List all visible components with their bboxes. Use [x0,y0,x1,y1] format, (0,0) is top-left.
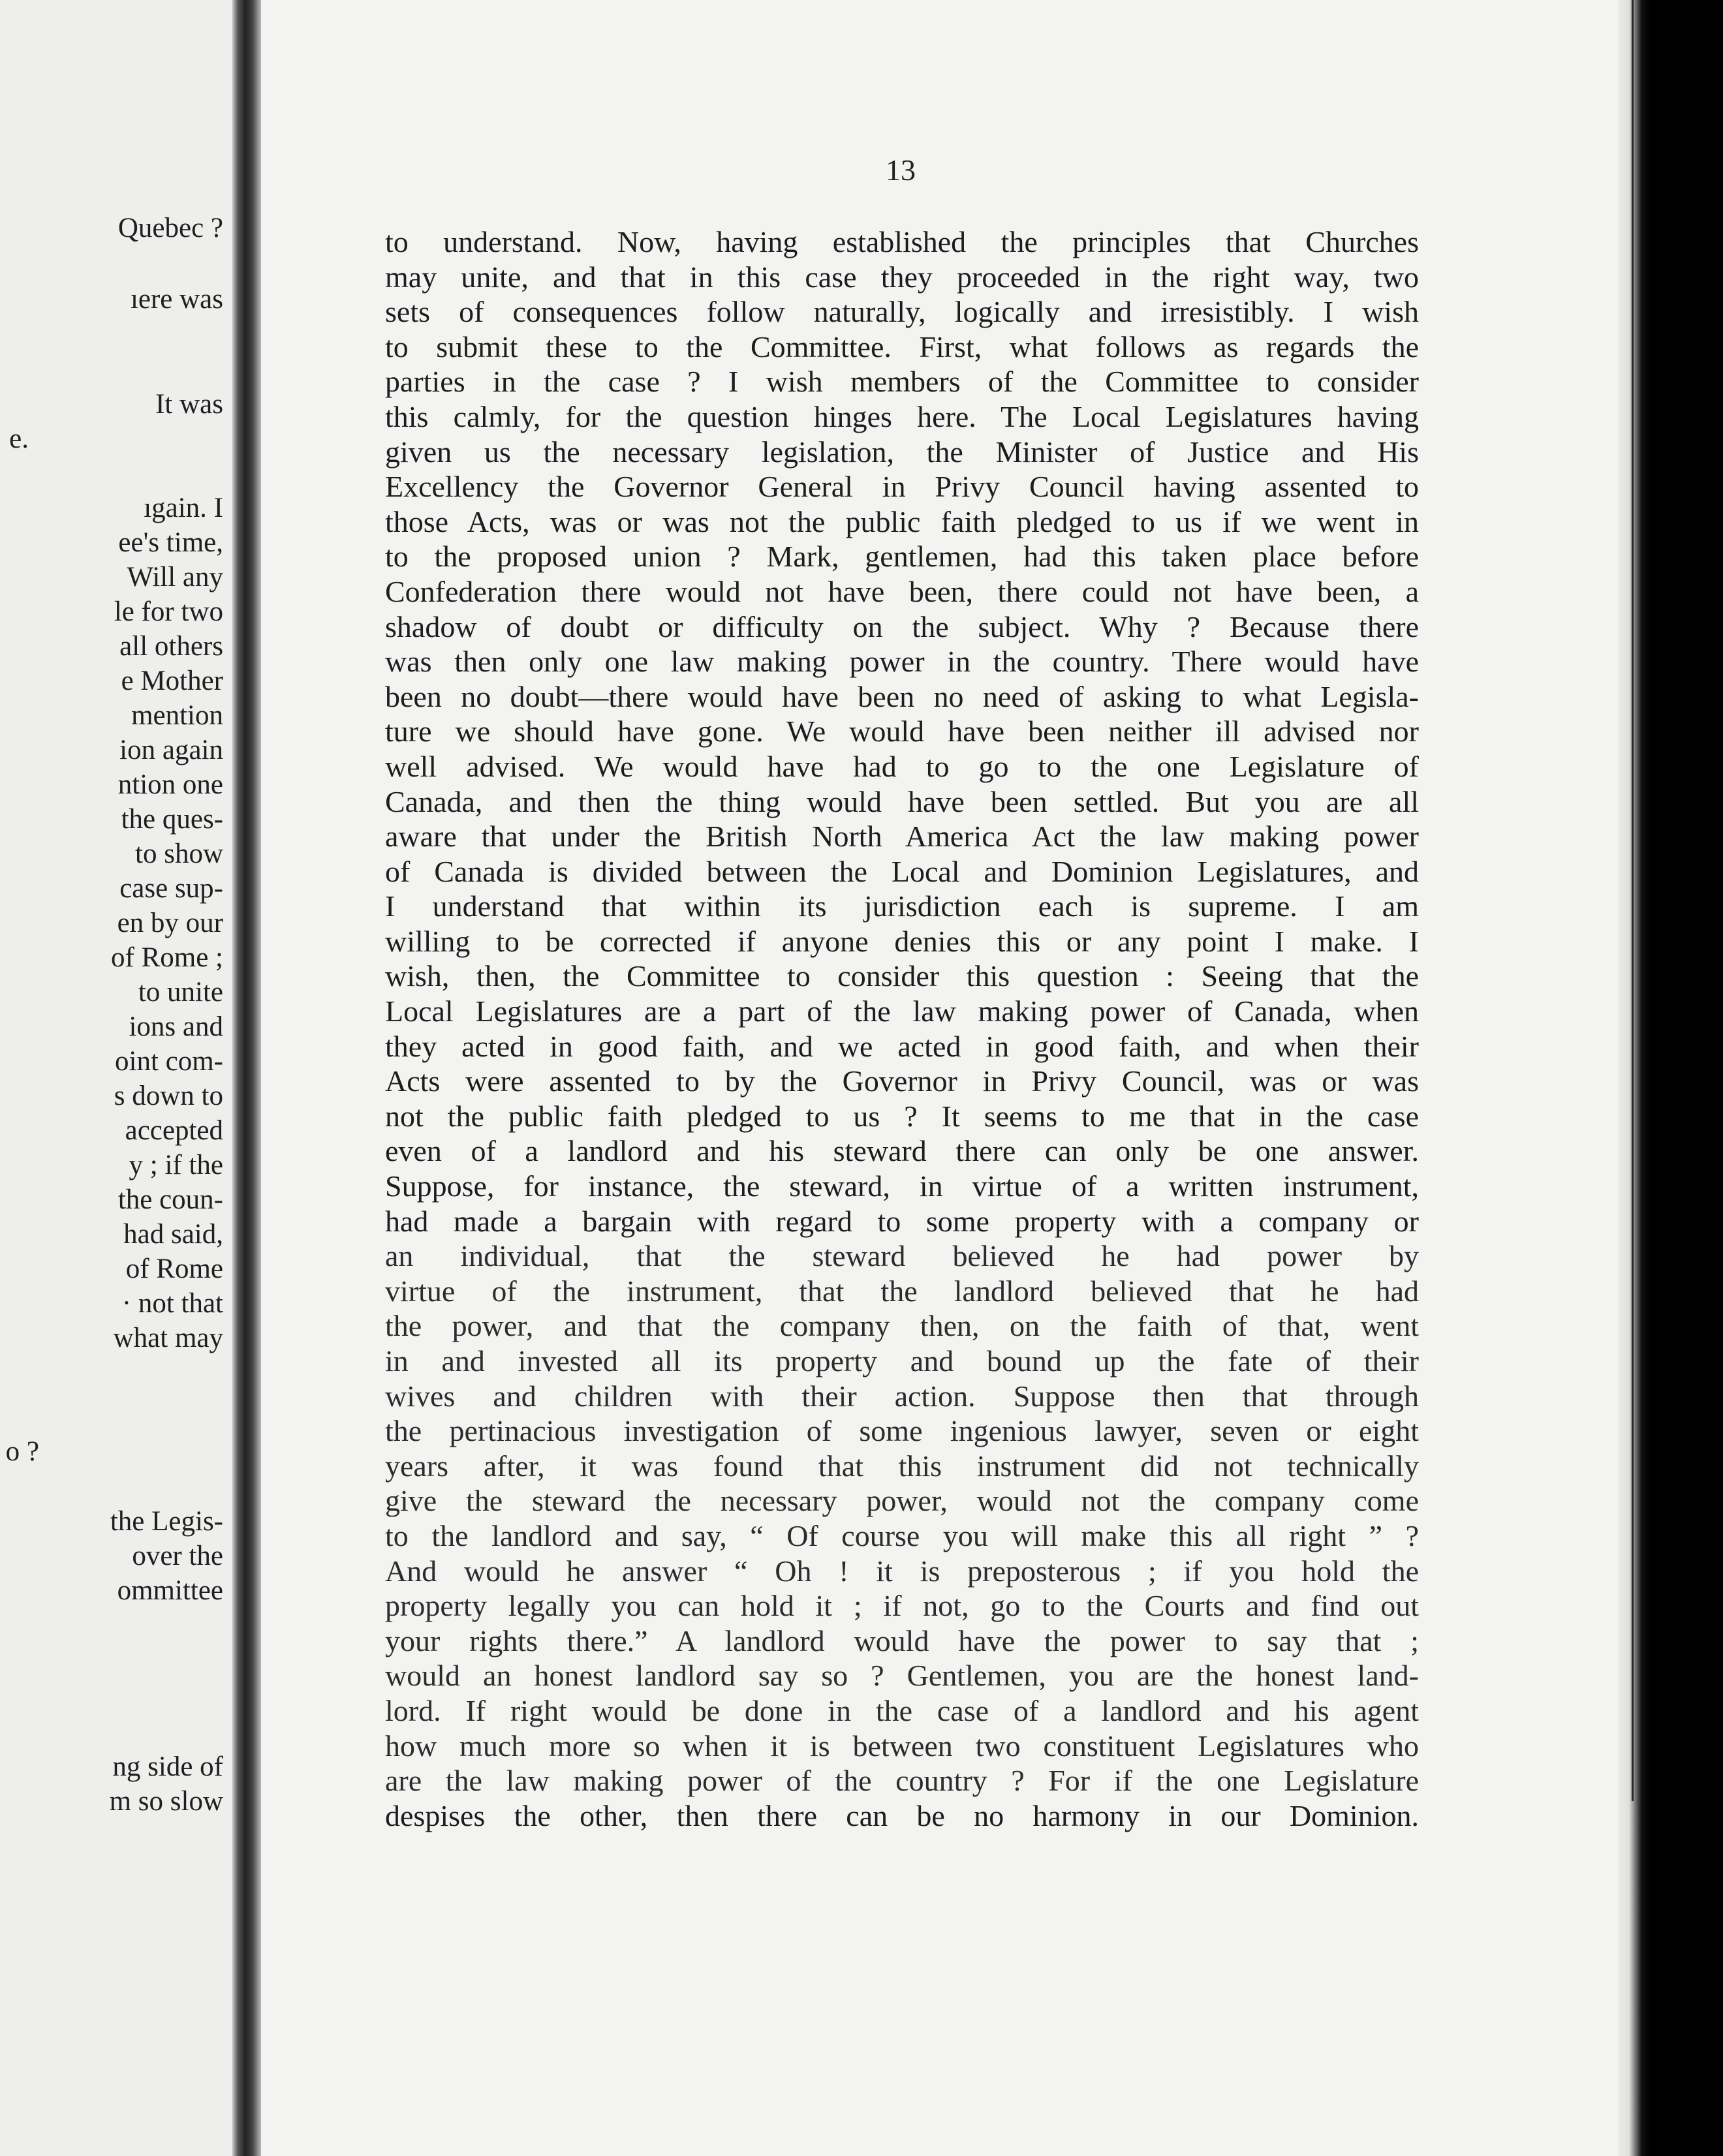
left-page-line: ıere was [130,284,223,315]
left-page-line: Quebec ? [117,213,223,243]
text-line: to the landlord and say, “ Of course you will make this all right ” ? [385,1518,1419,1552]
text-line: lord. If right would be done in the case of a landlord and his agent [385,1693,1419,1727]
text-line: in and invested all its property and bound up the fate of their [385,1344,1419,1378]
left-page-line: case sup- [119,873,223,904]
text-line: despises the other, then there can be no harmony in our Dominion. [385,1798,1419,1832]
left-page-line: of Rome [125,1254,223,1284]
page-edge-shadow [1619,0,1723,2156]
text-line: Canada, and then the thing would have been settled. But you are all [385,784,1419,818]
left-page-line: le for two [114,596,223,627]
left-page-line: ntion one [117,769,223,800]
text-line: aware that under the British North America Act the law making power [385,820,1419,854]
text-line: to the proposed union ? Mark, gentlemen, had this taken place before [385,540,1419,574]
left-page-line: mention [131,700,223,731]
text-line: ture we should have gone. We would have been neither ill advised nor [385,715,1419,748]
text-line: Suppose, for instance, the steward, in virtue of a written instrument, [385,1169,1419,1203]
text-line: sets of consequences follow naturally, logically and irresistibly. I wish [385,295,1419,329]
text-line: they acted in good faith, and we acted in good faith, and when their [385,1029,1419,1063]
text-line: Local Legislatures are a part of the law making power of Canada, when [385,994,1419,1028]
left-page-line: accepted [125,1115,223,1146]
left-page-line: of Rome ; [111,942,223,973]
text-line: had made a bargain with regard to some property with a company or [385,1204,1419,1238]
left-page-line: the Legis- [110,1506,223,1537]
text-line: well advised. We would have had to go to the one Legislature of [385,749,1419,783]
text-line: virtue of the instrument, that the landlord believed that he had [385,1274,1419,1308]
text-line: not the public faith pledged to us ? It seems to me that in the case [385,1099,1419,1133]
text-line: been no doubt—there would have been no need of asking to what Legisla- [385,679,1419,713]
text-line: parties in the case ? I wish members of the Committee to consider [385,365,1419,399]
left-page-line: ng side of [112,1751,223,1782]
left-page-line: the ques- [121,804,223,835]
text-line: willing to be corrected if anyone denies this or any point I make. I [385,924,1419,958]
left-page-line: ee's time, [118,527,223,558]
text-line: this calmly, for the question hinges here. The Local Legislatures having [385,399,1419,433]
left-page-line: what may [113,1323,223,1353]
text-line: of Canada is divided between the Local and Dominion Legislatures, and [385,854,1419,888]
text-line: the pertinacious investigation of some ingenious lawyer, seven or eight [385,1414,1419,1448]
text-line: And would he answer “ Oh ! it is preposterous ; if you hold the [385,1554,1419,1588]
previous-page-fragment [0,0,232,2156]
text-line: your rights there.” A landlord would have the power to say that ; [385,1624,1419,1657]
left-page-line: ion again [119,735,223,765]
left-page-line: ions and [129,1011,223,1042]
left-page-line: to show [135,839,223,869]
page-number: 13 [886,153,916,187]
left-page-line: It was [155,389,223,420]
text-line: may unite, and that in this case they proceeded in the right way, two [385,260,1419,294]
text-line: I understand that within its jurisdiction each is supreme. I am [385,889,1419,923]
text-line: Confederation there would not have been, there could not have been, a [385,574,1419,608]
text-line: was then only one law making power in the country. There would have [385,645,1419,679]
text-line: the power, and that the company then, on the faith of that, went [385,1309,1419,1343]
left-page-line: had said, [123,1219,223,1250]
left-page-line: ommittee [117,1575,223,1606]
page-edge-line [1632,0,1634,1801]
text-line: an individual, that the steward believed he had power by [385,1239,1419,1273]
left-page-line: to unite [138,977,223,1008]
text-line: Acts were assented to by the Governor in Privy Council, was or was [385,1064,1419,1098]
left-page-line: Will any [127,562,223,593]
text-line: years after, it was found that this instrument did not technically [385,1449,1419,1483]
text-line: given us the necessary legislation, the Minister of Justice and His [385,435,1419,469]
text-line: to understand. Now, having established the principles that Churches [385,225,1419,258]
text-line: wives and children with their action. Suppose then that through [385,1379,1419,1413]
body-text [385,224,1419,1833]
left-page-line: e Mother [121,666,223,696]
left-page-line: o ? [5,1436,39,1467]
text-line: those Acts, was or was not the public faith pledged to us if we went in [385,504,1419,538]
left-page-line: m so slow [109,1786,223,1817]
text-line: to submit these to the Committee. First, what follows as regards the [385,330,1419,363]
left-page-line: over the [132,1541,223,1571]
left-page-line: s down to [114,1081,223,1111]
text-line: Excellency the Governor General in Privy Council having assented to [385,470,1419,504]
text-line: give the steward the necessary power, would not the company come [385,1484,1419,1518]
text-line: how much more so when it is between two constituent Legislatures who [385,1729,1419,1763]
text-line: shadow of doubt or difficulty on the subject. Why ? Because there [385,609,1419,643]
book-gutter [232,0,261,2156]
left-page-line: y ; if the [129,1150,223,1180]
text-line: property legally you can hold it ; if not, go to the Courts and find out [385,1589,1419,1623]
left-page-line: ıgain. I [144,493,223,523]
left-page-line: e. [9,424,29,454]
left-page-line: · not that [121,1288,223,1319]
text-line: are the law making power of the country ? For if the one Legislature [385,1764,1419,1798]
left-page-line: the coun- [117,1184,223,1215]
left-page-line: oint com- [115,1046,223,1077]
left-page-line: en by our [117,908,223,938]
text-line: even of a landlord and his steward there can only be one answer. [385,1134,1419,1168]
text-line: would an honest landlord say so ? Gentlemen, you are the honest land- [385,1659,1419,1693]
text-line: wish, then, the Committee to consider this question : Seeing that the [385,959,1419,993]
left-page-line: all others [119,631,223,662]
